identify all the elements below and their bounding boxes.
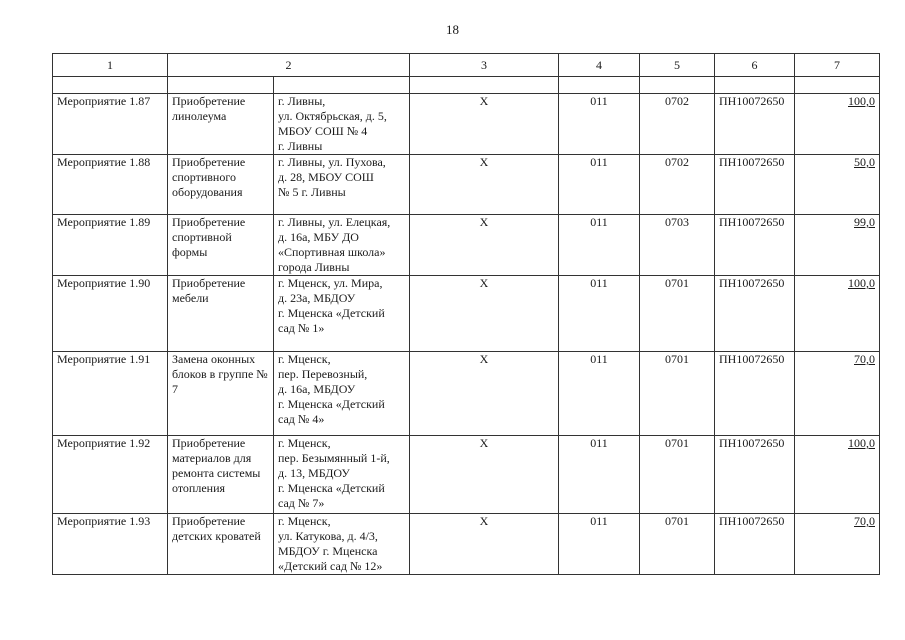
col7-cell: 70,0 <box>795 514 880 575</box>
name-cell: Приобретение детских кроватей <box>168 514 274 575</box>
address-cell: г. Мценск, ул. Мира, д. 23а, МБДОУ г. Мценска «Детский сад № 1» <box>274 276 410 352</box>
event-cell: Мероприятие 1.92 <box>53 436 168 514</box>
col6-cell: ПН10072650 <box>715 155 795 215</box>
address-cell: г. Мценск, ул. Катукова, д. 4/3, МБДОУ г. Мценска «Детский сад № 12» <box>274 514 410 575</box>
col4-cell: 011 <box>559 94 640 155</box>
header-col-7: 7 <box>795 54 880 77</box>
header-col-5: 5 <box>640 54 715 77</box>
col4-cell: 011 <box>559 352 640 436</box>
header-row <box>53 54 880 77</box>
col4-cell: 011 <box>559 276 640 352</box>
header-col-4: 4 <box>559 54 640 77</box>
header-col-2: 2 <box>168 54 410 77</box>
header-col-3: 3 <box>410 54 559 77</box>
col3-cell: X <box>410 215 559 276</box>
address-cell: г. Ливны, ул. Пухова, д. 28, МБОУ СОШ № 5 г. Ливны <box>274 155 410 215</box>
col7-cell: 70,0 <box>795 352 880 436</box>
col3-cell: X <box>410 352 559 436</box>
name-cell: Приобретение материалов для ремонта системы отопления <box>168 436 274 514</box>
col4-cell: 011 <box>559 436 640 514</box>
col5-cell: 0701 <box>640 276 715 352</box>
name-cell: Приобретение спортивного оборудования <box>168 155 274 215</box>
name-cell: Приобретение спортивной формы <box>168 215 274 276</box>
name-cell: Замена оконных блоков в группе № 7 <box>168 352 274 436</box>
address-cell: г. Мценск, пер. Перевозный, д. 16а, МБДОУ г. Мценска «Детский сад № 4» <box>274 352 410 436</box>
col6-cell: ПН10072650 <box>715 514 795 575</box>
table-row <box>53 155 880 215</box>
col5-cell: 0701 <box>640 352 715 436</box>
event-cell: Мероприятие 1.93 <box>53 514 168 575</box>
col3-cell: X <box>410 155 559 215</box>
address-cell: г. Ливны, ул. Октябрьская, д. 5, МБОУ СОШ № 4 г. Ливны <box>274 94 410 155</box>
address-cell: г. Мценск, пер. Безымянный 1-й, д. 13, МБДОУ г. Мценска «Детский сад № 7» <box>274 436 410 514</box>
col5-cell: 0702 <box>640 155 715 215</box>
event-cell: Мероприятие 1.87 <box>53 94 168 155</box>
name-cell: Приобретение мебели <box>168 276 274 352</box>
col5-cell: 0702 <box>640 94 715 155</box>
col4-cell: 011 <box>559 155 640 215</box>
col7-cell: 100,0 <box>795 94 880 155</box>
page-number: 18 <box>446 22 459 37</box>
table-row <box>53 352 880 436</box>
col6-cell: ПН10072650 <box>715 94 795 155</box>
event-cell: Мероприятие 1.89 <box>53 215 168 276</box>
col4-cell: 011 <box>559 215 640 276</box>
header-col-1: 1 <box>53 54 168 77</box>
table-row <box>53 276 880 352</box>
col6-cell: ПН10072650 <box>715 436 795 514</box>
col5-cell: 0701 <box>640 436 715 514</box>
col7-cell: 100,0 <box>795 276 880 352</box>
col3-cell: X <box>410 436 559 514</box>
table-row <box>53 215 880 276</box>
col3-cell: X <box>410 276 559 352</box>
col3-cell: X <box>410 514 559 575</box>
budget-table <box>52 53 880 575</box>
col7-cell: 99,0 <box>795 215 880 276</box>
event-cell: Мероприятие 1.90 <box>53 276 168 352</box>
col3-cell: X <box>410 94 559 155</box>
col4-cell: 011 <box>559 514 640 575</box>
name-cell: Приобретение линолеума <box>168 94 274 155</box>
col6-cell: ПН10072650 <box>715 352 795 436</box>
col7-cell: 50,0 <box>795 155 880 215</box>
table-row <box>53 436 880 514</box>
col6-cell: ПН10072650 <box>715 276 795 352</box>
event-cell: Мероприятие 1.91 <box>53 352 168 436</box>
header-col-6: 6 <box>715 54 795 77</box>
spacer-row <box>53 77 880 94</box>
table-row <box>53 514 880 575</box>
col6-cell: ПН10072650 <box>715 215 795 276</box>
col7-cell: 100,0 <box>795 436 880 514</box>
address-cell: г. Ливны, ул. Елецкая, д. 16а, МБУ ДО «Спортивная школа» города Ливны <box>274 215 410 276</box>
table-row <box>53 94 880 155</box>
col5-cell: 0701 <box>640 514 715 575</box>
event-cell: Мероприятие 1.88 <box>53 155 168 215</box>
col5-cell: 0703 <box>640 215 715 276</box>
